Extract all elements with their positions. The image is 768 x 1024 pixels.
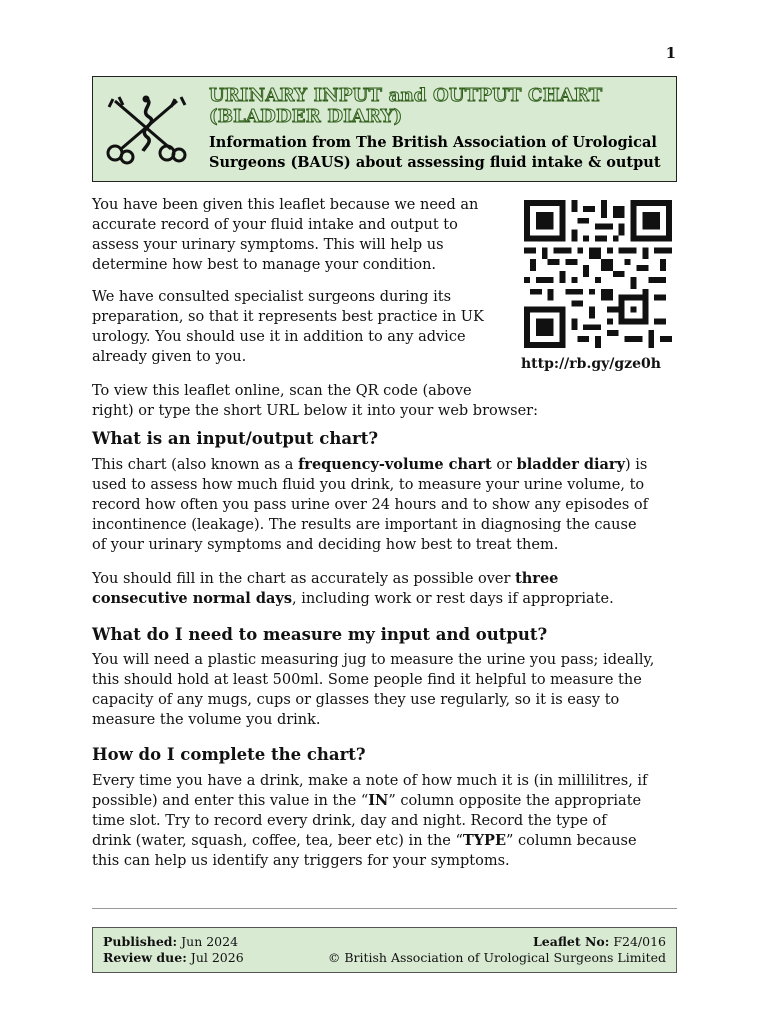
section1-paragraph-2: You should fill in the chart as accurately as possible over three consecutive normal days, including work or rest days if appropriate. — [92, 570, 614, 607]
section3-paragraph: Every time you have a drink, make a note of how much it is (in millilitres, if possible) and enter this value in the “IN” column opposite the appropriate time slot. Try to record every drink, day and night. Record the type of drink (water, squash, coffee, tea, beer etc) in the “TYPE” column because this can help us identify any triggers for your symptoms. — [92, 773, 648, 869]
footer — [92, 927, 677, 973]
document-subtitle: Information from The British Association of Urological Surgeons (BAUS) about assessing fluid intake & output — [209, 134, 661, 171]
header-banner — [92, 76, 677, 182]
short-url-link[interactable]: http://rb.gy/gze0h — [521, 356, 661, 372]
section-heading-what-is-chart: What is an input/output chart? — [92, 429, 379, 448]
footer-dates: Published: Jun 2024 Review due: Jul 2026 — [103, 934, 244, 965]
intro-paragraph-2: We have consulted specialist surgeons during its preparation, so that it represents best practice in UK urology. You should use it in addition to any advice already given to you. — [92, 289, 484, 365]
intro-paragraph-1: You have been given this leaflet because we need an accurate record of your fluid intake and output to assess your urinary symptoms. This will help us determine how best to manage your condition. — [92, 197, 479, 273]
footer-divider — [92, 908, 677, 909]
footer-leaflet-info: Leaflet No: F24/016 © British Association of Urological Surgeons Limited — [327, 934, 666, 965]
section-heading-how-to-complete: How do I complete the chart? — [92, 745, 366, 764]
intro-paragraph-3: To view this leaflet online, scan the QR code (above right) or type the short URL below it into your web browser: — [92, 383, 538, 419]
page-number: 1 — [665, 44, 676, 62]
qr-code-icon[interactable] — [520, 200, 676, 348]
document-title: URINARY INPUT and OUTPUT CHART (BLADDER DIARY) — [209, 85, 603, 127]
section-heading-what-to-measure: What do I need to measure my input and output? — [92, 625, 548, 644]
crossed-keys-logo-icon — [105, 93, 187, 165]
section2-paragraph: You will need a plastic measuring jug to measure the urine you pass; ideally, this should hold at least 500ml. Some people find it helpful to measure the capacity of any mugs, cups or glasses they use regularly, so it is easy to measure the volume you drink. — [92, 652, 655, 728]
section1-paragraph-1: This chart (also known as a frequency-volume chart or bladder diary) is used to assess how much fluid you drink, to measure your urine volume, to record how often you pass urine over 24 hours and to show any episodes of incontinence (leakage). The results are important in diagnosing the cause of your urinary symptoms and deciding how best to treat them. — [92, 456, 648, 553]
